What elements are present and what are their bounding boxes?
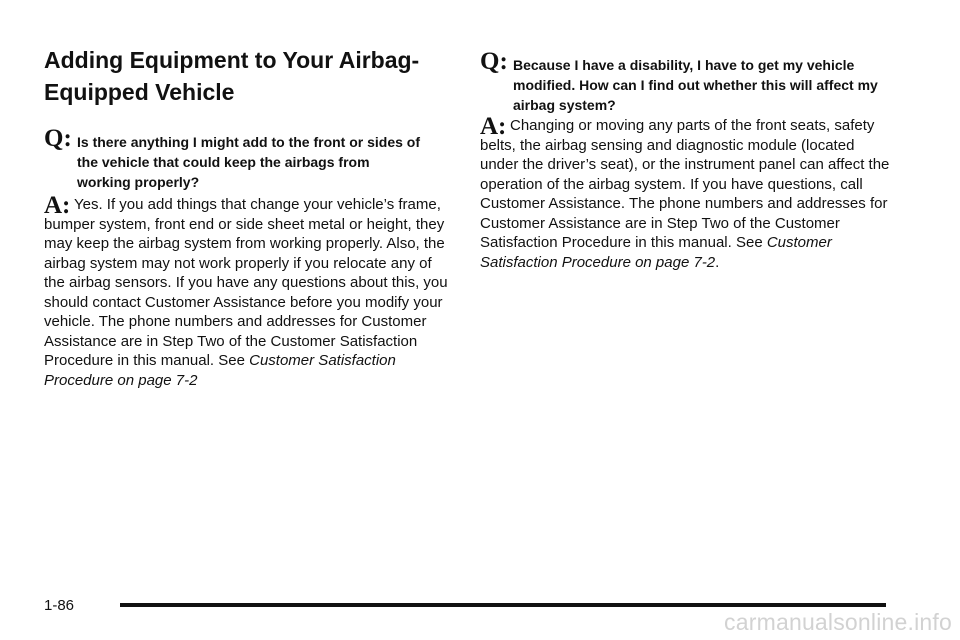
answer-marker: A: bbox=[44, 192, 71, 219]
answer-cross-reference: Customer Satisfaction Procedure on page 7-2 bbox=[44, 352, 396, 389]
section-title: Adding Equipment to Your Airbag-Equipped Vehicle bbox=[44, 47, 420, 105]
question-marker: Q: bbox=[44, 125, 72, 152]
answer-marker: A: bbox=[480, 113, 507, 140]
question-block bbox=[480, 50, 880, 115]
answer-block bbox=[44, 194, 454, 390]
answer-text bbox=[44, 194, 454, 390]
answer-end: . bbox=[715, 253, 720, 271]
question-text: Because I have a disability, I have to get my vehicle modified. How can I find out whether this will affect my airbag system? bbox=[513, 57, 878, 113]
answer-cross-reference: Customer Satisfaction Procedure on page 7-2 bbox=[480, 234, 832, 271]
watermark: carmanualsonline.info bbox=[724, 609, 952, 635]
answer-body: Yes. If you add things that change your vehicle’s frame, bumper system, front end or side sheet metal or height, they may keep the airbag system from working properly. Also, the airbag system may not work properly if you relocate any of the airbag sensors. If you have any questions about this, you should contact Customer Assistance before you modify your vehicle. The phone numbers and addresses for Customer Assistance are in Step Two of the Customer Satisfaction Procedure in this manual. See bbox=[44, 196, 448, 369]
page-number: 1-86 bbox=[44, 597, 75, 614]
footer-divider bbox=[120, 603, 886, 607]
question-text: Is there anything I might add to the front or sides of the vehicle that could keep the airbags from working properly? bbox=[77, 134, 421, 190]
answer-body: Changing or moving any parts of the front seats, safety belts, the airbag sensing and diagnostic module (located under the driver’s seat), or the instrument panel can affect the operation of the airbag system. If you have questions, call Customer Assistance. The phone numbers and addresses for Customer Assistance are in Step Two of the Customer Satisfaction Procedure in this manual. See bbox=[480, 117, 890, 251]
question-block bbox=[44, 127, 424, 192]
answer-text bbox=[480, 115, 890, 272]
answer-block bbox=[480, 115, 890, 272]
question-marker: Q: bbox=[480, 48, 508, 75]
